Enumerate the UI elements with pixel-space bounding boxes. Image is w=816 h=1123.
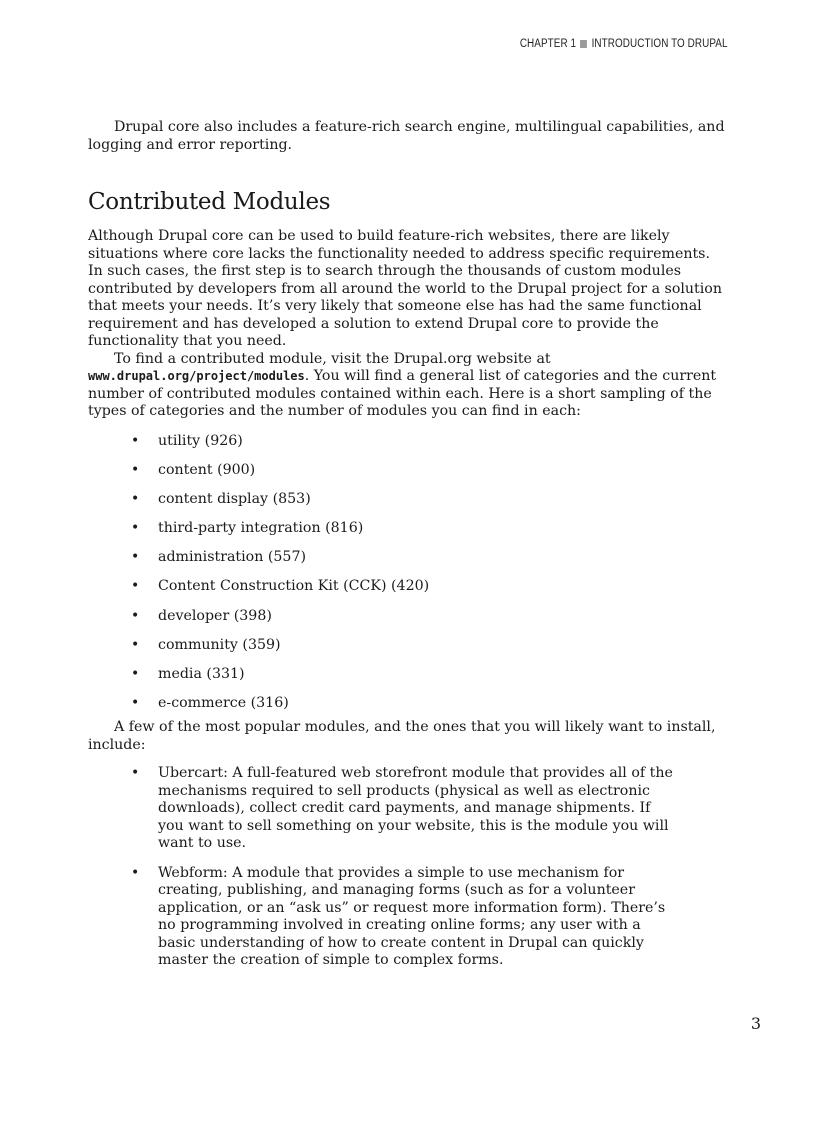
category-text: third-party integration (816) [158, 520, 364, 537]
category-text: Content Construction Kit (CCK) (420) [158, 578, 430, 595]
bullet-icon: • [131, 864, 140, 881]
category-text: content (900) [158, 461, 256, 478]
body-paragraph-1: Although Drupal core can be used to build feature-rich websites, there are likely situations where core lacks the functionality needed to address specific requirements. In such cases, the first step is to search through the thousands of custom modules contributed by developers from all around the world to the Drupal project for a solution that meets your needs. It’s very likely that someone else has had the same functional requirement and has developed a solution to extend Drupal core to provide the functionality that you need. [88, 228, 722, 349]
bullet-icon: • [131, 765, 140, 782]
list-item [88, 608, 728, 637]
list-item [88, 695, 728, 724]
list-item [88, 462, 728, 491]
category-text: utility (926) [158, 432, 243, 449]
list-item [88, 765, 678, 853]
module-description: Webform: A module that provides a simple to use mechanism for creating, publishing, and managing forms (such as for a volunteer application, or an “ask us” or request more information form). There’s no programming involved in creating online forms; any user with a basic understanding of how to create content in Drupal can quickly master the creation of simple to complex forms. [158, 864, 666, 969]
chapter-label: CHAPTER 1 [520, 38, 577, 50]
list-item [88, 578, 728, 607]
body-paragraph-3: A few of the most popular modules, and the ones that you will likely want to install, include: [88, 719, 716, 753]
list-item [88, 637, 728, 666]
popular-modules-list [88, 765, 728, 970]
category-text: content display (853) [158, 490, 311, 507]
bullet-icon: • [131, 549, 140, 566]
bullet-icon: • [131, 432, 140, 449]
body-paragraph-2 [88, 351, 728, 421]
header-separator-icon [581, 40, 588, 48]
list-item [88, 549, 728, 578]
category-text: media (331) [158, 666, 245, 682]
bullet-icon: • [131, 490, 140, 507]
category-text: administration (557) [158, 549, 307, 566]
list-item [88, 491, 728, 520]
bullet-icon: • [131, 666, 140, 682]
page-number: 3 [750, 1014, 761, 1033]
intro-paragraph: Drupal core also includes a feature-rich search engine, multilingual capabilities, and logging and error reporting. [88, 119, 725, 153]
list-item [88, 666, 728, 695]
category-text: developer (398) [158, 607, 272, 624]
category-text: e-commerce (316) [158, 695, 289, 712]
p2-text-after: . You will find a general list of categories and the current number of contributed modules contained within each. Here is a short sampling of the types of categories and the number of modules you can find in each: [88, 368, 717, 419]
bullet-icon: • [131, 607, 140, 624]
list-item [88, 433, 728, 462]
chapter-title: INTRODUCTION TO DRUPAL [592, 38, 728, 50]
bullet-icon: • [131, 636, 140, 653]
bullet-icon: • [131, 520, 140, 537]
bullet-icon: • [131, 578, 140, 595]
section-heading: Contributed Modules [88, 189, 331, 215]
page-body [88, 119, 728, 982]
list-item [88, 520, 728, 549]
category-list [88, 433, 728, 725]
bullet-icon: • [131, 461, 140, 478]
modules-url: www.drupal.org/project/modules [88, 369, 305, 383]
category-text: community (359) [158, 636, 281, 653]
module-description: Ubercart: A full-featured web storefront module that provides all of the mechanisms required to sell products (physical as well as electronic downloads), collect credit card payments, and manage shipments. If you want to sell something on your website, this is the module you will want to use. [158, 765, 673, 852]
p2-text-before: To find a contributed module, visit the Drupal.org website at [114, 350, 551, 367]
running-header [520, 38, 728, 50]
bullet-icon: • [131, 695, 140, 712]
list-item [88, 865, 678, 970]
